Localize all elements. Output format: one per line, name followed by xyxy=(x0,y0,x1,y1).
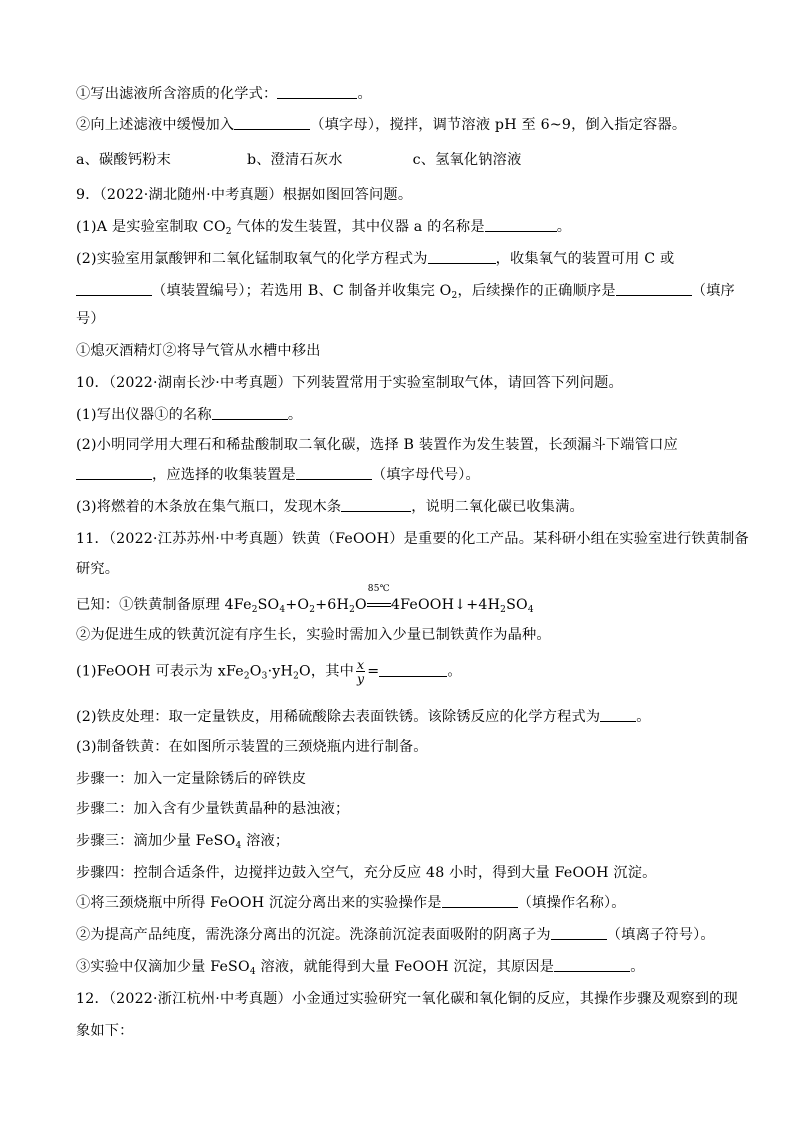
q11-step2: 步骤二：加入含有少量铁黄晶种的悬浊液； xyxy=(76,801,350,817)
q8-line-2: ②向上述滤液中缓慢加入 （填字母），搅拌，调节溶液 pH 至 6~9，倒入指定容器。 xyxy=(76,117,687,133)
q12-heading: 12．（2022·浙江杭州·中考真题）小金通过实验研究一氧化碳和氧化铜的反应，其操作步骤及观察到的现 xyxy=(76,991,738,1007)
answer-blank[interactable] xyxy=(76,467,152,480)
answer-blank[interactable] xyxy=(341,499,411,512)
q11-question2: ②为提高产品纯度，需洗涤分离出的沉淀。洗涤前沉淀表面吸附的阴离子为 （填离子符号）。 xyxy=(76,927,715,943)
answer-blank[interactable] xyxy=(616,283,692,296)
answer-blank[interactable] xyxy=(554,959,630,972)
option-c: c、氢氧化钠溶液 xyxy=(412,152,522,168)
answer-blank[interactable] xyxy=(379,664,447,677)
option-b: b、澄清石灰水 xyxy=(246,152,343,168)
q11-part1: (1)FeOOH 可表示为 $xFe_2O_3\cdot yH_2O$，其中 $\frac{x}{y}$ = 。 xyxy=(76,657,462,686)
answer-blank[interactable] xyxy=(277,86,357,99)
q9-heading: 9．（2022·湖北随州·中考真题）根据如图回答问题。 xyxy=(76,187,413,203)
q11-part3: (3)制备铁黄：在如图所示装置的三颈烧瓶内进行制备。 xyxy=(76,739,428,755)
reaction-condition-arrow: 85℃ xyxy=(367,596,391,614)
q9-part2-cont: （填装置编号）；若选用 B、C 制备并收集完 $O_2$，后续操作的正确顺序是 （填序 xyxy=(76,282,735,305)
q11-heading-cont: 研究。 xyxy=(76,561,120,577)
answer-blank[interactable] xyxy=(442,895,518,908)
option-a: a、碳酸钙粉末 xyxy=(76,152,171,168)
q11-step4: 步骤四：控制合适条件，边搅拌边鼓入空气，充分反应 48 小时，得到大量 FeOOH 沉淀。 xyxy=(76,865,657,881)
q11-question1: ①将三颈烧瓶中所得 FeOOH 沉淀分离出来的实验操作是 （填操作名称）。 xyxy=(76,895,626,911)
q10-part1: (1)写出仪器①的名称 。 xyxy=(76,407,303,423)
q11-question3: ③实验中仅滴加少量 FeSO$_4$ 溶液，就能得到大量 FeOOH 沉淀，其原因是 。 xyxy=(76,959,645,977)
q8-options xyxy=(76,151,521,169)
answer-blank[interactable] xyxy=(485,219,557,232)
q10-heading: 10．（2022·湖南长沙·中考真题）下列装置常用于实验室制取气体，请回答下列问题。 xyxy=(76,375,623,391)
q11-heading: 11．（2022·江苏苏州·中考真题）铁黄（FeOOH）是重要的化工产品。某科研小组在实验室进行铁黄制备 xyxy=(76,531,749,547)
q9-options: ①熄灭酒精灯②将导气管从水槽中移出 xyxy=(76,343,321,359)
answer-blank[interactable] xyxy=(296,467,372,480)
answer-blank[interactable] xyxy=(600,709,636,722)
q9-part1: (1)A 是实验室制取 $CO_2$ 气体的发生装置，其中仪器 a 的名称是 。 xyxy=(76,219,572,237)
q9-part2-cont2: 号） xyxy=(76,311,105,327)
q11-known-2: ②为促进生成的铁黄沉淀有序生长，实验时需加入少量已制铁黄作为晶种。 xyxy=(76,627,551,643)
q11-known-equation: 已知：①铁黄制备原理 $4Fe_2SO_4+O_2+6H_2O$ 85℃ $4FeOOH↓+4H_2SO_4$ xyxy=(76,584,534,615)
q8-line-1: ①写出滤液所含溶质的化学式： 。 xyxy=(76,86,372,102)
q11-step3: 步骤三：滴加少量 FeSO$_4$ 溶液； xyxy=(76,833,290,851)
q10-part2-cont: ，应选择的收集装置是 （填字母代号）。 xyxy=(76,466,480,484)
q10-part2: (2)小明同学用大理石和稀盐酸制取二氧化碳，选择 B 装置作为发生装置，长颈漏斗下端管口应 xyxy=(76,437,678,453)
q12-heading-cont: 象如下： xyxy=(76,1023,134,1039)
q11-step1: 步骤一：加入一定量除锈后的碎铁皮 xyxy=(76,771,307,787)
answer-blank[interactable] xyxy=(551,927,607,940)
answer-blank[interactable] xyxy=(234,117,310,130)
q9-part2: (2)实验室用氯酸钾和二氧化锰制取氧气的化学方程式为 ，收集氧气的装置可用 C 或 xyxy=(76,251,675,267)
answer-blank[interactable] xyxy=(76,283,152,296)
x-over-y-fraction: $\frac{x}{y}$ xyxy=(357,657,365,686)
answer-blank[interactable] xyxy=(428,251,496,264)
answer-blank[interactable] xyxy=(212,407,288,420)
q11-part2: (2)铁皮处理：取一定量铁皮，用稀硫酸除去表面铁锈。该除锈反应的化学方程式为 。 xyxy=(76,709,651,725)
q10-part3: (3)将燃着的木条放在集气瓶口，发现木条 ，说明二氧化碳已收集满。 xyxy=(76,499,584,515)
